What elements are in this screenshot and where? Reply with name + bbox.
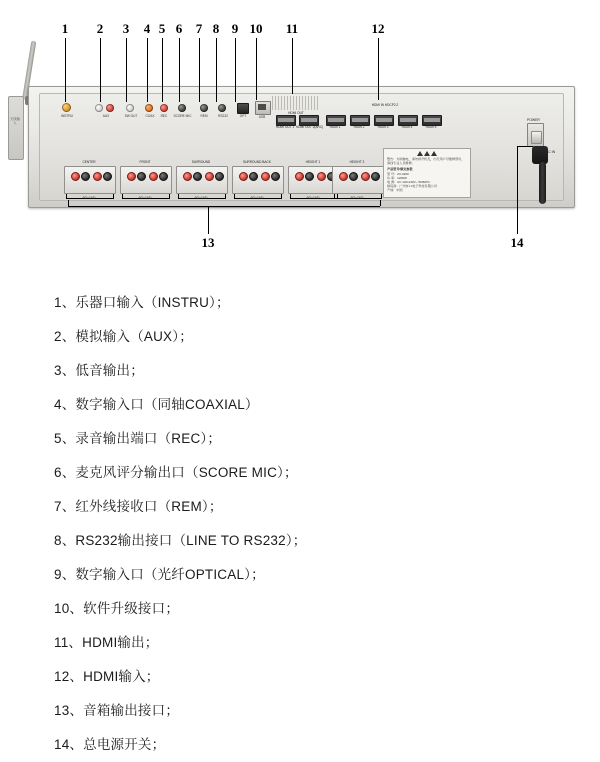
speaker-block-surround-label: SURROUND xyxy=(191,160,211,164)
legend-item: 4、数字输入口（同轴COAXIAL） xyxy=(54,396,259,412)
ac-inlet-label: AC IN xyxy=(546,150,556,154)
legend-item: 7、红外线接收口（REM）； xyxy=(54,498,223,514)
callout-6: 6 xyxy=(175,21,183,36)
callout-5: 5 xyxy=(158,21,166,36)
ac-power-cord xyxy=(539,162,546,204)
speaker-block-surround xyxy=(176,166,228,194)
impedance-note-4: 6Ω~16Ω xyxy=(250,196,264,200)
legend-item: 9、数字输入口（光纤OPTICAL）； xyxy=(54,566,265,582)
rating-label-line-0: 型 号：AV-4200 xyxy=(387,171,409,176)
jack-usb-label: USB xyxy=(258,115,266,119)
hdmi-out-group-label: HDMI OUT xyxy=(288,111,304,115)
legend-item: 13、音箱输出接口； xyxy=(54,702,180,718)
speaker-block-center-label: CENTER xyxy=(82,160,96,164)
callout-12: 12 xyxy=(371,21,385,36)
hdmi-in-1-label: HDMI 1 xyxy=(329,125,341,129)
callout-11: 11 xyxy=(285,21,299,36)
power-switch-label: POWER xyxy=(527,118,540,122)
jack-score-mic xyxy=(178,104,186,112)
speaker-block-height-1-label: HEIGHT 1 xyxy=(305,160,321,164)
hdmi-in-4-label: HDMI 4 xyxy=(401,125,413,129)
legend-item: 5、录音输出端口（REC）； xyxy=(54,430,222,446)
callout-2: 2 xyxy=(96,21,104,36)
jack-aux-label: AUX xyxy=(102,114,110,118)
legend-item: 8、RS232输出接口（LINE TO RS232）； xyxy=(54,532,307,548)
hdmi-out-1-label: HDMI OUT 1 xyxy=(275,125,295,129)
impedance-note-1: 6Ω~16Ω xyxy=(82,196,96,200)
rear-panel-diagram xyxy=(0,0,600,268)
speaker-block-height-2-label: HEIGHT 2 xyxy=(349,160,365,164)
legend-item: 3、低音输出； xyxy=(54,362,144,378)
rating-label-warning: 警告：为防触电，请勿拆开机壳，内无用户可维修部件，请找专业人员维修。 xyxy=(387,157,465,166)
jack-rem xyxy=(200,104,208,112)
callout-4: 4 xyxy=(143,21,151,36)
callout-8: 8 xyxy=(212,21,220,36)
antenna-terminal-label: 天线输入 xyxy=(9,117,21,125)
jack-instru xyxy=(62,103,71,112)
callout-9: 9 xyxy=(231,21,239,36)
jack-rs232 xyxy=(218,104,226,112)
jack-aux-right xyxy=(106,104,114,112)
jack-rec-label: REC xyxy=(160,114,168,118)
legend-item: 14、总电源开关； xyxy=(54,736,166,752)
rating-label xyxy=(383,148,471,198)
rating-label-line-2: 电 源：AC 100-240V~ 50/60Hz xyxy=(387,179,430,184)
vent-grille-left xyxy=(272,96,320,110)
callout-10: 10 xyxy=(249,21,263,36)
callout-13: 13 xyxy=(201,235,215,250)
jack-optical xyxy=(237,103,249,114)
jack-coaxial xyxy=(145,104,153,112)
legend-list xyxy=(0,286,600,762)
legend-item: 10、软件升级接口； xyxy=(54,600,180,616)
rating-label-line-3: 制造商：广州市××电子科技有限公司 xyxy=(387,184,438,189)
impedance-note-3: 6Ω~16Ω xyxy=(194,196,208,200)
impedance-note-2: 6Ω~16Ω xyxy=(138,196,152,200)
hdmi-in-3-label: HDMI 3 xyxy=(377,125,389,129)
speaker-block-front xyxy=(120,166,172,194)
callout-7: 7 xyxy=(195,21,203,36)
ac-inlet xyxy=(532,146,548,164)
hdmi-in-2-label: HDMI 2 xyxy=(353,125,365,129)
power-switch-rocker[interactable] xyxy=(531,131,542,144)
impedance-note-6: 6Ω~16Ω xyxy=(350,196,364,200)
rating-label-line-4: 产地：中国 xyxy=(387,188,403,193)
jack-coaxial-label: COAX xyxy=(145,114,155,118)
speaker-block-height-2 xyxy=(332,166,384,194)
jack-optical-label: OPT xyxy=(239,114,247,118)
jack-instru-label: INSTRU xyxy=(61,114,73,118)
rating-label-line-1: 功 率：1200W xyxy=(387,175,407,180)
jack-sw-out-label: SW OUT xyxy=(124,114,138,118)
jack-sw-out xyxy=(126,104,134,112)
speaker-block-surround-back xyxy=(232,166,284,194)
legend-item: 11、HDMI输出； xyxy=(54,634,159,650)
hdmi-in-5-label: HDMI 5 xyxy=(425,125,437,129)
antenna-terminal-tab xyxy=(8,96,24,160)
legend-item: 12、HDMI输入； xyxy=(54,668,160,684)
jack-rem-label: REM xyxy=(200,114,208,118)
callout-1: 1 xyxy=(61,21,69,36)
main-power-switch[interactable] xyxy=(527,123,544,147)
jack-aux-left xyxy=(95,104,103,112)
legend-item: 6、麦克风评分输出口（SCORE MIC）； xyxy=(54,464,298,480)
callout-14: 14 xyxy=(510,235,524,250)
jack-score-mic-label: SCORE MIC xyxy=(173,114,192,118)
hdmi-out-2-label: HDMI OUT 2(ARC) xyxy=(296,125,324,129)
rating-label-title: 产品型号/额定参数 xyxy=(387,167,413,172)
jack-rec xyxy=(160,104,168,112)
legend-item: 1、乐器口输入（INSTRU）； xyxy=(54,294,230,310)
hdmi-in-group-label: HDMI IN HDCP2.2 xyxy=(371,103,399,107)
legend-item: 2、模拟输入（AUX）； xyxy=(54,328,193,344)
speaker-block-center xyxy=(64,166,116,194)
callout-3: 3 xyxy=(122,21,130,36)
jack-rs232-label: RS232 xyxy=(218,114,228,118)
speaker-block-surround-back-label: SURROUND BACK xyxy=(243,160,271,164)
impedance-note-5: 6Ω~16Ω xyxy=(306,196,320,200)
jack-usb-slot xyxy=(258,104,266,110)
speaker-block-front-label: FRONT xyxy=(139,160,151,164)
